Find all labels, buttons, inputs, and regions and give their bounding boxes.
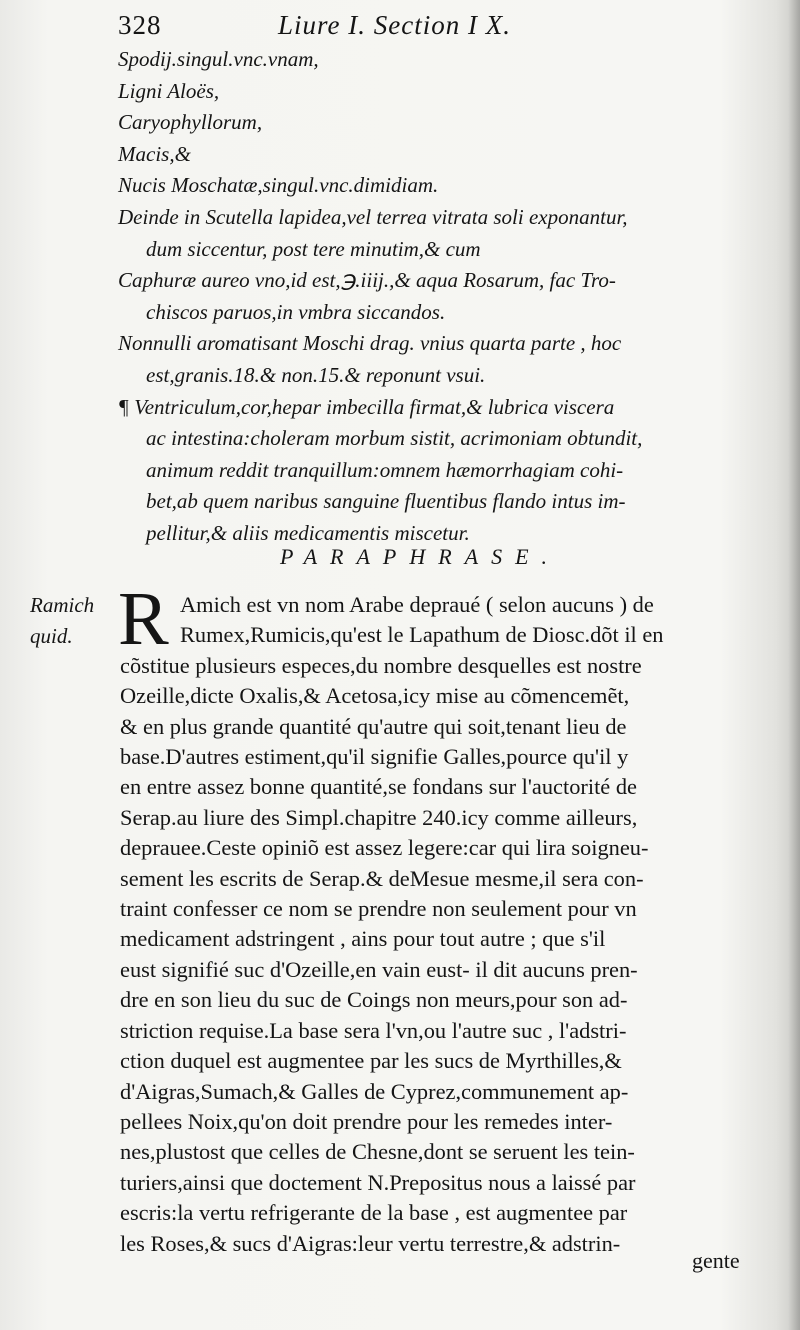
body-line: medicament adstringent , ains pour tout autre ; que s'il xyxy=(120,926,606,952)
section-heading: PARAPHRASE. xyxy=(280,544,561,569)
recipe-line: est,granis.18.& non.15.& reponunt vsui. xyxy=(146,362,486,387)
body-line: les Roses,& sucs d'Aigras:leur vertu terrestre,& adstrin- xyxy=(120,1230,621,1256)
paraphrase-body xyxy=(120,590,760,1259)
body-line: base.D'autres estiment,qu'il signifie Galles,pource qu'il y xyxy=(120,744,629,770)
body-line: en entre assez bonne quantité,se fondans sur l'auctorité de xyxy=(120,774,637,800)
body-line: d'Aigras,Sumach,& Galles de Cyprez,communement ap- xyxy=(120,1078,629,1104)
body-line: deprauee.Ceste opiniõ est assez legere:car qui lira soigneu- xyxy=(120,835,649,861)
drop-cap: R xyxy=(118,577,169,661)
body-line: cõstitue plusieurs especes,du nombre desquelles est nostre xyxy=(120,652,642,678)
body-line: dre en son lieu du suc de Coings non meurs,pour son ad- xyxy=(120,987,628,1013)
recipe-line: chiscos paruos,in vmbra siccandos. xyxy=(146,299,446,324)
recipe-line: pellitur,& aliis medicamentis miscetur. xyxy=(146,520,470,545)
recipe-line: Caphuræ aureo vno,id est,℈.iiij.,& aqua Rosarum, fac Tro- xyxy=(118,268,616,293)
body-line: Serap.au liure des Simpl.chapitre 240.icy comme ailleurs, xyxy=(120,804,638,830)
recipe-line: Nucis Moschatæ,singul.vnc.dimidiam. xyxy=(118,173,439,198)
recipe-line: Macis,& xyxy=(118,141,191,166)
marginal-note xyxy=(30,590,94,652)
recipe-line: dum siccentur, post tere minutim,& cum xyxy=(146,236,481,261)
recipe-line: Ligni Aloës, xyxy=(118,78,220,103)
body-line: Amich est vn nom Arabe depraué ( selon aucuns ) de xyxy=(180,592,654,617)
recipe-line: Nonnulli aromatisant Moschi drag. vnius quarta parte , hoc xyxy=(118,331,622,356)
recipe-line: animum reddit tranquillum:omnem hæmorrhagiam cohi- xyxy=(146,457,624,482)
page-edge-shadow xyxy=(788,0,800,1330)
latin-recipe xyxy=(118,44,768,550)
catchword: gente xyxy=(692,1248,740,1273)
body-line: escris:la vertu refrigerante de la base , est augmentee par xyxy=(120,1200,628,1226)
body-line: striction requise.La base sera l'vn,ou l'autre suc , l'adstri- xyxy=(120,1017,627,1043)
body-line: nes,plustost que celles de Chesne,dont se seruent les tein- xyxy=(120,1139,635,1165)
running-title: Liure I. Section I X. xyxy=(278,10,511,40)
recipe-line: ac intestina:choleram morbum sistit, acrimoniam obtundit, xyxy=(146,426,643,451)
marginal-note-line: Ramich xyxy=(30,593,95,617)
body-line: ction duquel est augmentee par les sucs de Myrthilles,& xyxy=(120,1048,622,1074)
recipe-line: Caryophyllorum, xyxy=(118,110,263,135)
body-line: traint confesser ce nom se prendre non seulement pour vn xyxy=(120,896,637,922)
body-line: sement les escrits de Serap.& deMesue mesme,il sera con- xyxy=(120,865,644,891)
page-number: 328 xyxy=(118,10,162,40)
recipe-line: ¶ Ventriculum,cor,hepar imbecilla firmat,& lubrica viscera xyxy=(118,394,615,419)
body-line: turiers,ainsi que doctement N.Prepositus nous a laissé par xyxy=(120,1169,636,1195)
page-header xyxy=(118,8,758,48)
body-line: eust signifié suc d'Ozeille,en vain eust- il dit aucuns pren- xyxy=(120,956,638,982)
recipe-line: bet,ab quem naribus sanguine fluentibus flando intus im- xyxy=(146,489,626,514)
body-line: & en plus grande quantité qu'autre qui soit,tenant lieu de xyxy=(120,713,627,739)
body-line: Ozeille,dicte Oxalis,& Acetosa,icy mise au cõmencemẽt, xyxy=(120,683,630,709)
body-line: Rumex,Rumicis,qu'est le Lapathum de Diosc.dõt il en xyxy=(180,622,664,648)
body-line: pellees Noix,qu'on doit prendre pour les remedes inter- xyxy=(120,1108,613,1134)
recipe-line: Spodij.singul.vnc.vnam, xyxy=(118,47,319,71)
marginal-note-line: quid. xyxy=(30,624,73,648)
recipe-line: Deinde in Scutella lapidea,vel terrea vitrata soli exponantur, xyxy=(118,204,628,229)
